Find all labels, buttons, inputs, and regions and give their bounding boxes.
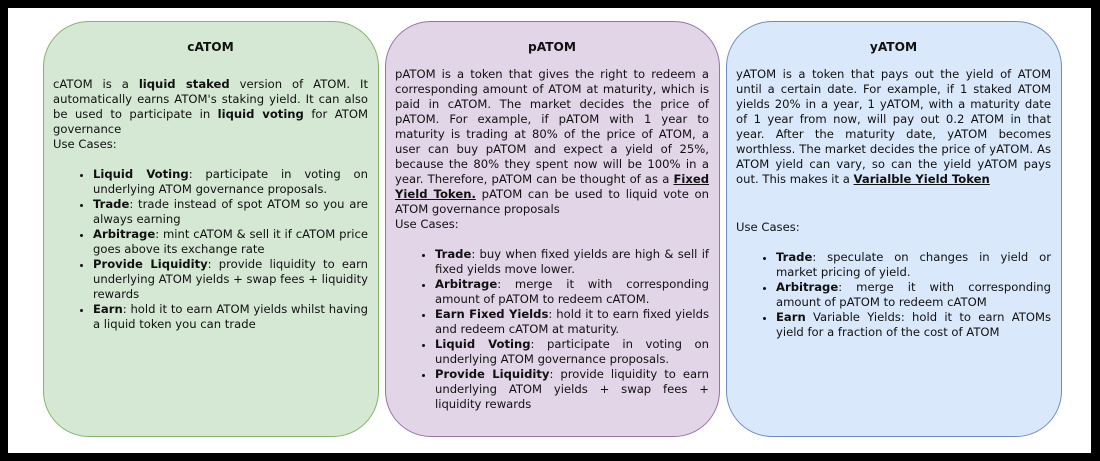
catom-desc-bold-liquid-voting: liquid voting [217,107,304,121]
catom-desc-text-3: for ATOM governance [53,107,368,136]
use-case-text: : trade instead of spot ATOM so you are always earning [93,197,368,226]
yatom-desc-text-1: yATOM is a token that pays out the yield of ATOM until a certain date. For example, if 1 staked ATOM yields 20% in a year, 1 yATOM, with a maturity date of 1 year from now, will pay out 0.2 ATOM in that year. After the maturity date, yATOM becomes worthless. The market decides the price of yATOM. As ATOM yield can vary, so can the yield yATOM pays out. This makes it a [736,67,1051,186]
patom-use-case-item [435,247,709,277]
catom-use-case-item [93,302,368,332]
catom-desc-text-2: version of ATOM. It automatically earns ATOM's staking yield. It can also be used to participate in [53,77,369,121]
catom-desc-text-1: cATOM is a [53,77,139,91]
catom-use-case-list [53,167,368,332]
catom-use-case-item [93,197,368,227]
catom-title: cATOM [187,40,234,54]
use-case-text: : hold it to earn fixed yields and redeem cATOM at maturity. [435,307,710,336]
use-case-text: : provide liquidity to earn underlying ATOM yields + swap fees + liquidity rewards [93,257,369,301]
use-case-term: Earn Fixed Yields [435,307,549,321]
yatom-use-case-item [776,250,1051,280]
yatom-use-case-item [776,310,1051,340]
patom-desc-text-2: pATOM can be used to liquid vote on ATOM governance proposals [395,187,710,216]
yatom-card [726,21,1062,437]
catom-use-case-item [93,257,368,302]
yatom-use-cases-label: Use Cases: [736,220,800,234]
use-case-term: Trade [776,250,813,264]
use-case-term: Provide Liquidity [435,367,550,381]
patom-use-case-list [395,247,709,412]
catom-card [43,21,379,437]
use-case-term: Earn [776,310,806,324]
patom-description [395,67,709,217]
yatom-use-case-list [736,250,1051,340]
diagram-frame [8,8,1091,453]
use-case-text: : speculate on changes in yield or market pricing of yield. [776,250,1051,279]
use-case-text: : merge it with corresponding amount of pATOM to redeem cATOM [776,280,1051,309]
use-case-term: Arbitrage [776,280,839,294]
variable-yield-token-link[interactable]: Varialble Yield Token [853,172,990,186]
use-case-term: Trade [93,197,130,211]
patom-title: pATOM [527,40,576,54]
use-case-term: Arbitrage [435,277,498,291]
catom-use-case-item [93,167,368,197]
use-case-text: : merge it with corresponding amount of pATOM to redeem cATOM. [435,277,709,306]
use-case-text: : mint cATOM & sell it if cATOM price goes above its exchange rate [93,227,368,256]
patom-use-cases-label: Use Cases: [395,217,459,231]
yatom-use-case-item [776,280,1051,310]
yatom-description [736,67,1051,187]
use-case-text: : participate in voting on underlying ATOM governance proposals. [93,167,368,196]
use-case-text: : participate in voting on underlying ATOM governance proposals. [435,337,709,366]
use-case-term: Trade [435,247,472,261]
catom-desc-bold-liquid-staked: liquid staked [138,77,230,91]
catom-description [53,77,368,137]
patom-use-case-item [435,367,709,412]
use-case-term: Arbitrage [93,227,156,241]
patom-use-case-item [435,307,709,337]
patom-use-case-item [435,337,709,367]
catom-use-cases-label: Use Cases: [53,137,117,151]
use-case-text: : hold it to earn ATOM yields whilst having a liquid token you can trade [93,302,368,331]
yatom-title: yATOM [869,40,918,54]
patom-desc-text-1: pATOM is a token that gives the right to redeem a corresponding amount of ATOM at maturity, which is paid in cATOM. The market decides the price of pATOM. For example, if pATOM with 1 year to maturity is trading at 80% of the price of ATOM, a user can buy pATOM and expect a yield of 25%, because the 80% they spent now will be 100% in a year. Therefore, pATOM can be thought of as a [395,67,709,186]
use-case-text: Variable Yields: hold it to earn ATOMs yield for a fraction of the cost of ATOM [776,310,1051,339]
use-case-text: : provide liquidity to earn underlying ATOM yields + swap fees + liquidity rewards [435,367,709,411]
catom-use-case-item [93,227,368,257]
use-case-term: Provide Liquidity [93,257,208,271]
fixed-yield-token-link[interactable]: Fixed Yield Token. [395,172,709,201]
patom-card [385,21,720,437]
use-case-term: Liquid Voting [93,167,189,181]
use-case-term: Earn [93,302,123,316]
use-case-text: : buy when fixed yields are high & sell if fixed yields move lower. [435,247,709,276]
use-case-term: Liquid Voting [435,337,531,351]
patom-use-case-item [435,277,709,307]
